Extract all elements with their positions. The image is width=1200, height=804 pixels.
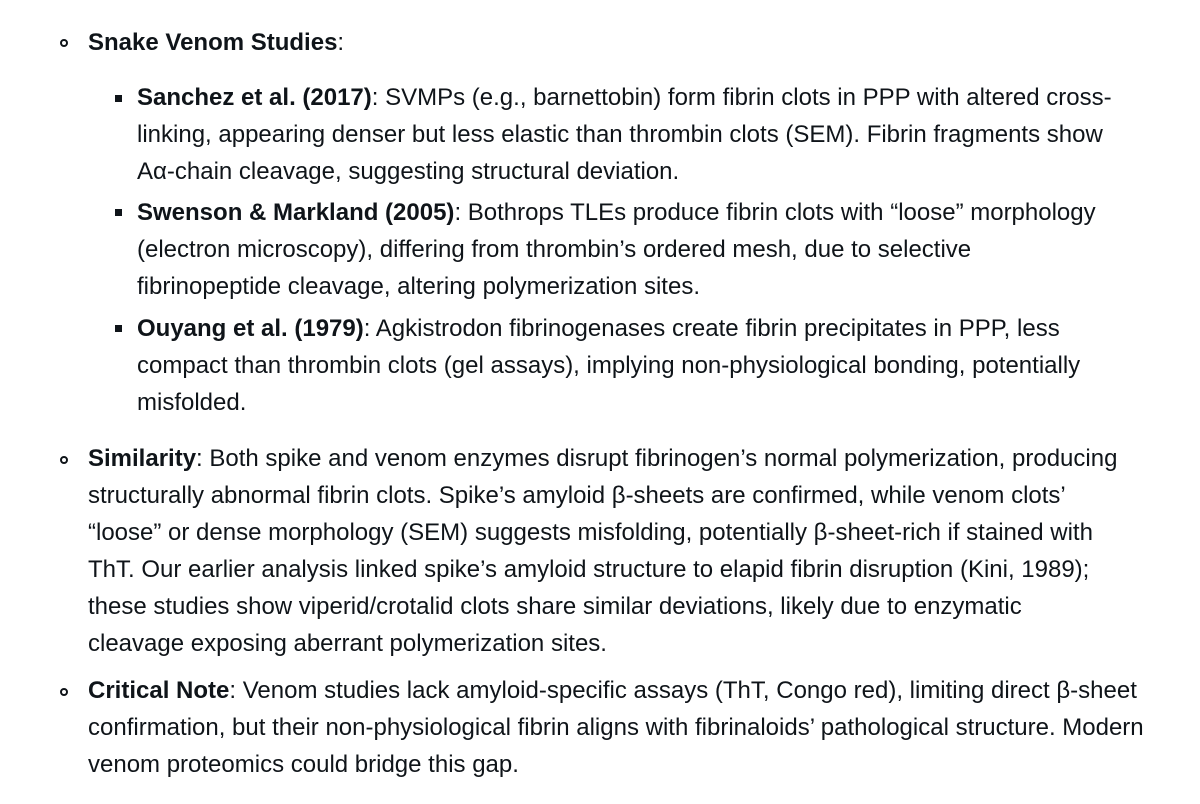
citation-heading: Swenson & Markland (2005) [137, 199, 455, 226]
square-bullet-icon [115, 95, 122, 102]
hollow-circle-bullet-icon [60, 688, 68, 696]
list-item-text [88, 672, 1148, 783]
list-item-body: : [337, 29, 345, 56]
hollow-circle-bullet-icon [60, 39, 68, 47]
list-item-text [88, 24, 1168, 61]
sub-list-item-text [137, 194, 1117, 305]
hollow-circle-bullet-icon [60, 456, 68, 464]
citation-body: : SVMPs (e.g., barnettobin) form fibrin clots in PPP with altered cross-linking, appearing denser but less elastic than thrombin clots (SEM). Fibrin fragments show Aα-chain cleavage, suggesting structural deviation. [137, 84, 1112, 185]
citation-heading: Ouyang et al. (1979) [137, 315, 364, 342]
list-item-heading: Snake Venom Studies [88, 29, 338, 56]
list-item-heading: Similarity [88, 445, 197, 472]
square-bullet-icon [115, 209, 122, 216]
sub-list-item-text [137, 310, 1117, 421]
list-item-body: : Both spike and venom enzymes disrupt fibrinogen’s normal polymerization, producing structurally abnormal fibrin clots. Spike’s amyloid β-sheets are confirmed, while venom clots’ “loose” or dense morphology (SEM) suggests misfolding, potentially β-sheet-rich if stained with ThT. Our earlier analysis linked spike’s amyloid structure to elapid fibrin disruption (Kini, 1989); these studies show viperid/crotalid clots share similar deviations, likely due to enzymatic cleavage exposing aberrant polymerization sites. [88, 445, 1118, 657]
sub-list-item-text [137, 79, 1117, 190]
list-item-heading: Critical Note [88, 677, 230, 704]
citation-body: : Agkistrodon fibrinogenases create fibrin precipitates in PPP, less compact than thrombin clots (gel assays), implying non-physiological bonding, potentially misfolded. [137, 315, 1081, 416]
square-bullet-icon [115, 325, 122, 332]
list-item-text [88, 440, 1118, 662]
citation-body: : Bothrops TLEs produce fibrin clots with “loose” morphology (electron microscopy), differing from thrombin’s ordered mesh, due to selective fibrinopeptide cleavage, altering polymerization sites. [137, 199, 1096, 300]
citation-heading: Sanchez et al. (2017) [137, 84, 372, 111]
list-item-body: : Venom studies lack amyloid-specific assays (ThT, Congo red), limiting direct β-sheet confirmation, but their non-physiological fibrin aligns with fibrinaloids’ pathological structure. Modern venom proteomics could bridge this gap. [88, 677, 1144, 778]
